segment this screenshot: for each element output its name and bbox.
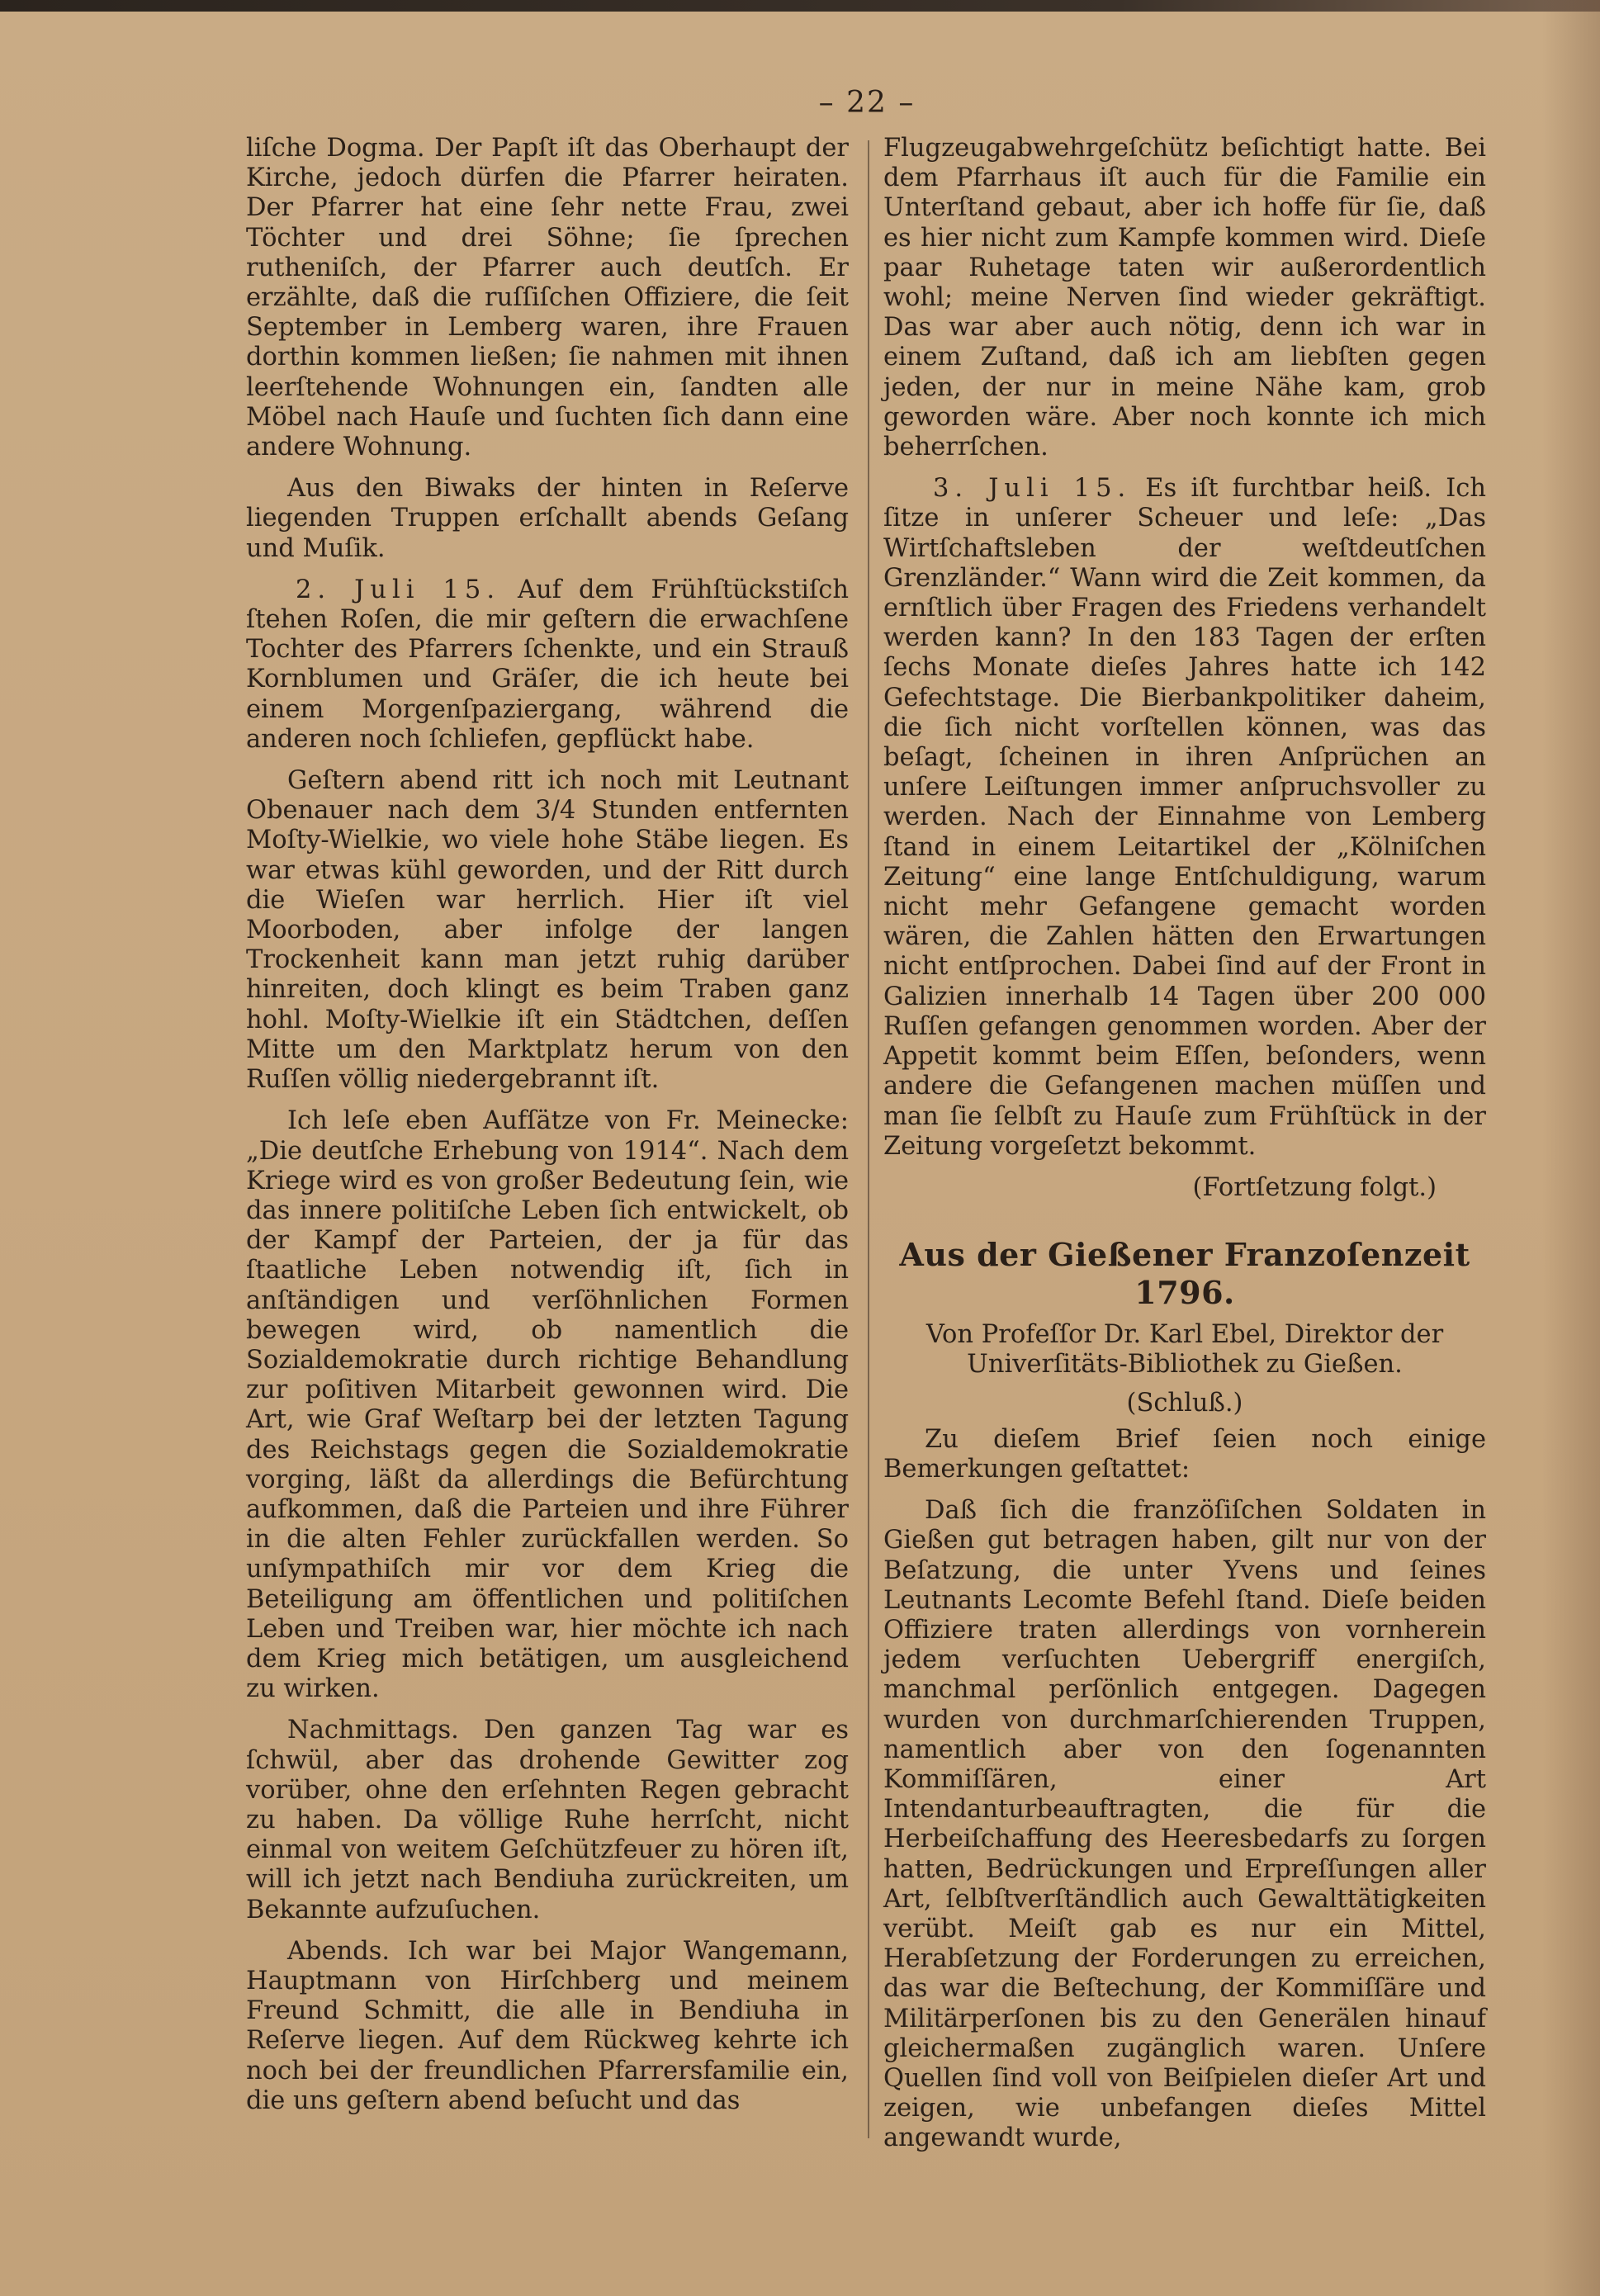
article-title: Aus der Gießener Franzoſenzeit 1796. <box>899 1236 1470 1312</box>
diary-entry <box>246 575 849 755</box>
paragraph: Daß ſich die franzöſiſchen Soldaten in Gießen gut betragen haben, gilt nur von der Beſatzung, die unter Yvens und ſeines Leutnants Lecomte Befehl ſtand. Dieſe beiden Offiziere traten allerdings von vornherein jedem verſuchten Uebergriff energiſch, manchmal perſönlich entgegen. Dagegen wurden von durchmarſchierenden Truppen, namentlich aber von den ſogenannten Kommiſſären, einer Art Intendanturbeauftragten, die für die Herbeiſchaffung des Heeresbedarfs zu ſorgen hatten, Bedrückungen und Erpreſſungen aller Art, ſelbſtverſtändlich auch Gewalttätigkeiten verübt. Meiſt gab es nur ein Mittel, Herabſetzung der Forderungen zu erreichen, das war die Beſtechung, der Kommiſſäre und Militärperſonen bis zu den Generälen hinauf gleichermaßen zugänglich waren. Unſere Quellen ſind voll von Beiſpielen dieſer Art und zeigen, wie unbefangen dieſes Mittel angewandt wurde, <box>883 1496 1486 2153</box>
entry-text: Auf dem Frühſtückstiſch ſtehen Roſen, die mir geſtern die erwachſene Tochter des Pfarrers ſchenkte, und ein Strauß Kornblumen und Gräſer, die ich heute bei einem Morgenſpaziergang, während die anderen noch ſchliefen, gepflückt habe. <box>246 575 850 754</box>
paragraph: Flugzeugabwehrgeſchütz beſichtigt hatte. Bei dem Pfarrhaus iſt auch für die Familie ein Unterſtand gebaut, aber ich hoffe für ſie, daß es hier nicht zum Kampfe kommen wird. Dieſe paar Ruhetage taten wir außerordentlich wohl; meine Nerven ſind wieder gekräftigt. Das war aber auch nötig, denn ich war in einem Zuſtand, daß ich am liebſten gegen jeden, der nur in meine Nähe kam, grob geworden wäre. Aber noch konnte ich mich beherrſchen. <box>883 134 1486 462</box>
paragraph: Zu dieſem Brief ſeien noch einige Bemerkungen geſtattet: <box>883 1424 1486 1484</box>
entry-date: 2. Juli 15. <box>296 575 501 604</box>
paragraph: Nachmittags. Den ganzen Tag war es ſchwül, aber das drohende Gewitter zog vorüber, ohne den erſehnten Regen gebracht zu haben. Da völlige Ruhe herrſcht, nicht einmal von weitem Geſchützfeuer zu hören iſt, will ich jetzt nach Bendiuha zurückreiten, um Bekannte aufzuſuchen. <box>246 1716 849 1924</box>
article-byline: Von Profeſſor Dr. Karl Ebel, Direktor der Univerſitäts-Bibliothek zu Gießen. <box>925 1320 1444 1380</box>
paragraph: Geſtern abend ritt ich noch mit Leutnant Obenauer nach dem 3/4 Stunden entfernten Moſty-Wielkie, wo viele hohe Stäbe liegen. Es war etwas kühl geworden, und der Ritt durch die Wieſen war herrlich. Hier iſt viel Moorboden, aber infolge der langen Trockenheit kann man jetzt ruhig darüber hinreiten, doch klingt es beim Traben ganz hohl. Moſty-Wielkie iſt ein Städtchen, deſſen Mitte um den Marktplatz herum von den Ruſſen völlig niedergebrannt iſt. <box>246 766 849 1095</box>
page-number: – 22 – <box>818 86 916 120</box>
paragraph: Aus den Biwaks der hinten in Reſerve liegenden Truppen erſchallt abends Geſang und Muſik. <box>246 474 849 563</box>
column-divider <box>868 140 869 2138</box>
continuation-note: (Fortſetzung folgt.) <box>1192 1172 1437 1202</box>
entry-date: 3. Juli 15. <box>933 474 1132 504</box>
left-column <box>246 134 849 2128</box>
page-binding-shadow <box>1542 0 1600 2296</box>
conclusion-note: (Schluß.) <box>1126 1388 1243 1418</box>
right-column <box>883 134 1486 2166</box>
paragraph: Abends. Ich war bei Major Wangemann, Hauptmann von Hirſchberg und meinem Freund Schmitt, die alle in Bendiuha in Reſerve liegen. Auf dem Rückweg kehrte ich noch bei der freundlichen Pfarrersfamilie ein, die uns geſtern abend beſucht und das <box>246 1936 849 2115</box>
diary-entry <box>883 474 1486 1162</box>
entry-text: Es iſt furchtbar heiß. Ich ſitze in unſerer Scheuer und leſe: „Das Wirtſchaftsleben der weſtdeutſchen Grenzländer.“ Wann wird die Zeit kommen, da ernſtlich über Fragen des Friedens verhandelt werden kann? In den 183 Tagen der erſten ſechs Monate dieſes Jahres hatte ich 142 Gefechtstage. Die Bierbankpolitiker daheim, die ſich nicht vorſtellen können, was das beſagt, ſcheinen in ihren Anſprüchen an unſere Leiſtungen immer anſpruchsvoller zu werden. Nach der Einnahme von Lemberg ſtand in einem Leitartikel der „Kölniſchen Zeitung“ eine lange Entſchuldigung, warum nicht mehr Gefangene gemacht worden wären, die Zahlen hätten den Erwartungen nicht entſprochen. Dabei ſind auf der Front in Galizien innerhalb 14 Tagen über 200 000 Ruſſen gefangen genommen worden. Aber der Appetit kommt beim Eſſen, beſonders, wenn andere die Gefangenen machen müſſen und man ſie ſelbſt zu Hauſe zum Frühſtück in der Zeitung vorgeſetzt bekommt. <box>883 474 1487 1161</box>
page-top-edge <box>0 0 1600 12</box>
paragraph: liſche Dogma. Der Papſt iſt das Oberhaupt der Kirche, jedoch dürfen die Pfarrer heiraten. Der Pfarrer hat eine ſehr nette Frau, zwei Töchter und drei Söhne; ſie ſprechen rutheniſch, der Pfarrer auch deutſch. Er erzählte, daß die ruſſiſchen Offiziere, die ſeit September in Lemberg waren, ihre Frauen dorthin kommen ließen; ſie nahmen mit ihnen leerſtehende Wohnungen ein, ſandten alle Möbel nach Hauſe und ſuchten ſich dann eine andere Wohnung. <box>246 134 849 462</box>
paragraph: Ich leſe eben Aufſätze von Fr. Meinecke: „Die deutſche Erhebung von 1914“. Nach dem Kriege wird es von großer Bedeutung ſein, wie das innere politiſche Leben ſich entwickelt, ob der Kampf der Parteien, der ja für das ſtaatliche Leben notwendig iſt, ſich in anſtändigen und verſöhnlichen Formen bewegen wird, ob namentlich die Sozialdemokratie durch richtige Behandlung zur poſitiven Mitarbeit gewonnen wird. Die Art, wie Graf Weſtarp bei der letzten Tagung des Reichstags gegen die Sozialdemokratie vorging, läßt da allerdings die Befürchtung aufkommen, daß die Parteien und ihre Führer in die alten Fehler zurückfallen werden. So unſympathiſch mir vor dem Krieg die Beteiligung am öffentlichen und politiſchen Leben und Treiben war, hier möchte ich nach dem Krieg mich betätigen, um ausgleichend zu wirken. <box>246 1106 849 1704</box>
